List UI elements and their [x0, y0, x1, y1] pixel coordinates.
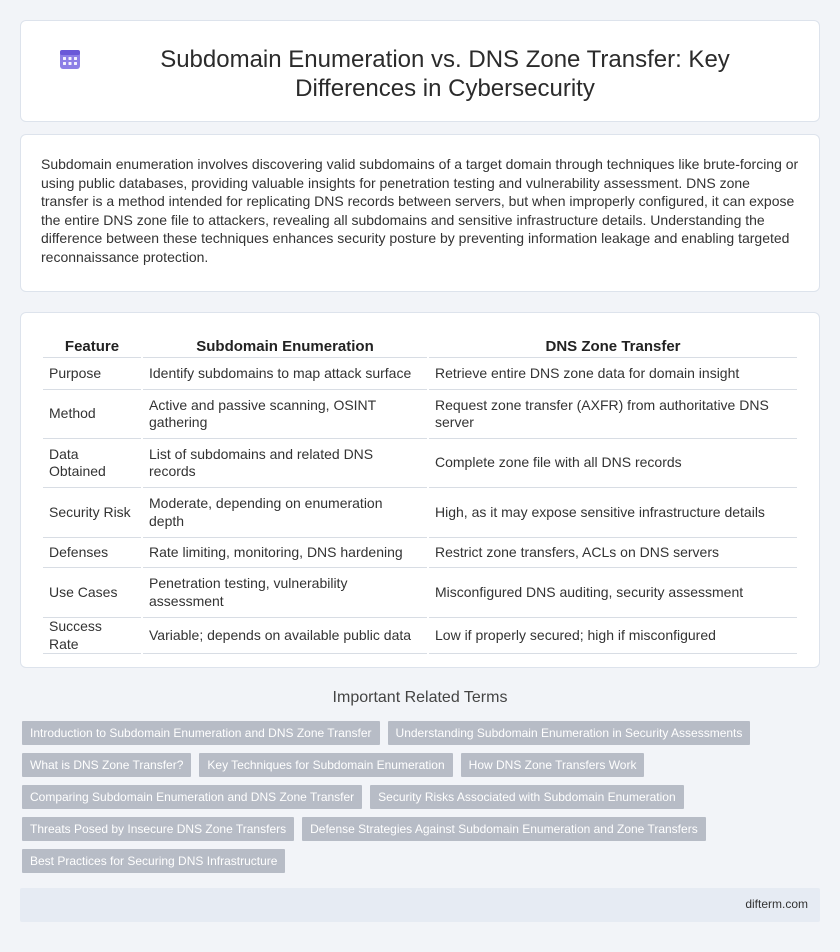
table-row [43, 568, 797, 618]
row-subdomain-value: Identify subdomains to map attack surface [143, 358, 427, 390]
page-title: Subdomain Enumeration vs. DNS Zone Transfer: Key Differences in Cybersecurity [160, 46, 730, 102]
intro-text: Subdomain enumeration involves discovering valid subdomains of a target domain through techniques like brute-forcing or using public databases, providing valuable insights for penetration testing and vulnerability assessment. DNS zone transfer is a method intended for replicating DNS records between servers, but when improperly configured, it can expose the entire DNS zone file to attackers, revealing all subdomains and sensitive infrastructure details. Understanding the difference between these techniques enhances security posture by preventing information leakage and enabling targeted reconnaissance protection. [41, 156, 799, 265]
row-zone-transfer-value: Misconfigured DNS auditing, security assessment [429, 568, 797, 618]
related-term-tag[interactable]: What is DNS Zone Transfer? [22, 753, 191, 777]
row-zone-transfer-value: Restrict zone transfers, ACLs on DNS servers [429, 538, 797, 568]
related-terms-list [22, 721, 802, 873]
table-header-row [43, 333, 797, 358]
related-term-tag[interactable]: How DNS Zone Transfers Work [461, 753, 645, 777]
table-row [43, 439, 797, 488]
intro-card [20, 134, 820, 292]
row-subdomain-value: Active and passive scanning, OSINT gathering [143, 390, 427, 439]
related-term-tag[interactable]: Understanding Subdomain Enumeration in Security Assessments [388, 721, 751, 745]
row-feature: Data Obtained [43, 439, 141, 488]
related-term-tag[interactable]: Best Practices for Securing DNS Infrastructure [22, 849, 285, 873]
row-feature: Defenses [43, 538, 141, 568]
row-feature: Success Rate [43, 618, 141, 654]
row-subdomain-value: List of subdomains and related DNS records [143, 439, 427, 488]
related-term-tag[interactable]: Introduction to Subdomain Enumeration and DNS Zone Transfer [22, 721, 380, 745]
row-zone-transfer-value: Request zone transfer (AXFR) from authoritative DNS server [429, 390, 797, 439]
row-zone-transfer-value: Retrieve entire DNS zone data for domain insight [429, 358, 797, 390]
row-feature: Use Cases [43, 568, 141, 618]
comparison-table [41, 333, 799, 654]
related-term-tag[interactable]: Threats Posed by Insecure DNS Zone Transfers [22, 817, 294, 841]
related-term-tag[interactable]: Security Risks Associated with Subdomain Enumeration [370, 785, 683, 809]
comparison-card [20, 312, 820, 668]
calendar-icon [59, 48, 81, 70]
header-card [20, 20, 820, 122]
row-subdomain-value: Rate limiting, monitoring, DNS hardening [143, 538, 427, 568]
header-subdomain-enumeration: Subdomain Enumeration [143, 333, 427, 358]
related-term-tag[interactable]: Key Techniques for Subdomain Enumeration [199, 753, 452, 777]
table-row [43, 538, 797, 568]
table-row [43, 390, 797, 439]
row-subdomain-value: Moderate, depending on enumeration depth [143, 488, 427, 538]
row-subdomain-value: Variable; depends on available public data [143, 618, 427, 654]
row-feature: Purpose [43, 358, 141, 390]
table-row [43, 488, 797, 538]
table-row [43, 618, 797, 654]
row-feature: Method [43, 390, 141, 439]
row-zone-transfer-value: High, as it may expose sensitive infrastructure details [429, 488, 797, 538]
footer [20, 888, 820, 922]
header-dns-zone-transfer: DNS Zone Transfer [429, 333, 797, 358]
related-term-tag[interactable]: Comparing Subdomain Enumeration and DNS Zone Transfer [22, 785, 362, 809]
related-terms-title: Important Related Terms [332, 689, 508, 706]
footer-site-link[interactable]: difterm.com [745, 897, 808, 911]
header-feature: Feature [43, 333, 141, 358]
row-zone-transfer-value: Low if properly secured; high if misconfigured [429, 618, 797, 654]
row-zone-transfer-value: Complete zone file with all DNS records [429, 439, 797, 488]
table-row [43, 358, 797, 390]
row-feature: Security Risk [43, 488, 141, 538]
related-term-tag[interactable]: Defense Strategies Against Subdomain Enumeration and Zone Transfers [302, 817, 706, 841]
row-subdomain-value: Penetration testing, vulnerability assessment [143, 568, 427, 618]
